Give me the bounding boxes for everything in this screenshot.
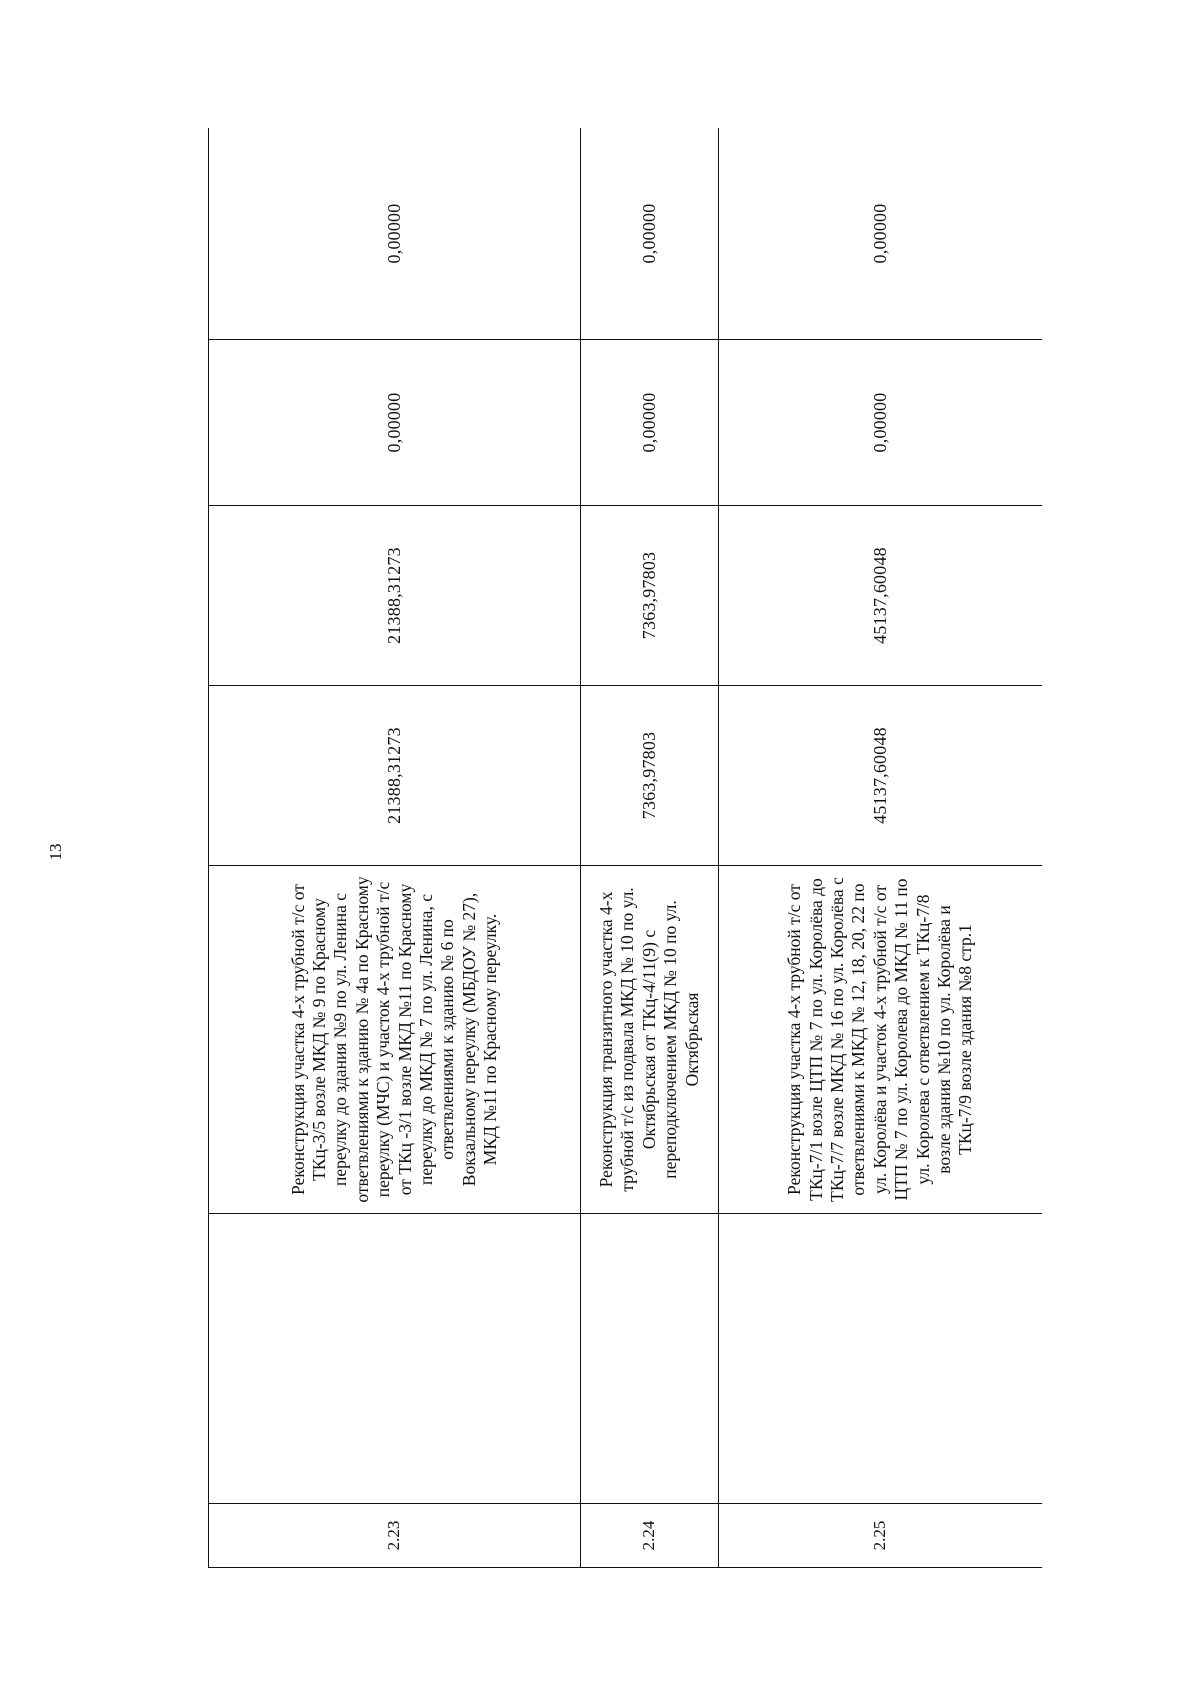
value-cell-2: 45137,60048 — [719, 506, 1043, 686]
row-number: 2.24 — [581, 1504, 719, 1568]
value-cell-3: 0,00000 — [209, 340, 581, 506]
project-description: Реконструкция участка 4-х трубной т/с от ТКц-3/5 возле МКД № 9 по Красному переулку до здания №9 по ул. Ленина с ответвлениями к зданию № 4а по Красному переулку (МЧС) и участок 4-х трубной т/с от ТКц -3/1 возле МКД №11 по Красному переулку до МКД № 7 по ул. Ленина, с ответвлениями к зданию № 6 по Вокзальному переулку (МБДОУ № 27), МКД №11 по Красному переулку. — [209, 866, 581, 1214]
value-cell-4: 0,00000 — [581, 128, 719, 340]
row-number: 2.23 — [209, 1504, 581, 1568]
value-cell-4: 0,00000 — [209, 128, 581, 340]
table-row — [581, 128, 719, 1568]
value-cell-1: 21388,31273 — [209, 686, 581, 866]
table-row — [209, 128, 581, 1568]
projects-table — [208, 128, 1042, 1568]
row-number: 2.25 — [719, 1504, 1043, 1568]
value-cell-3: 0,00000 — [719, 340, 1043, 506]
value-cell-2: 7363,97803 — [581, 506, 719, 686]
rotated-table-container — [208, 128, 1042, 1568]
project-description: Реконструкция участка 4-х трубной т/с от ТКц-7/1 возле ЦТП № 7 по ул. Королёва до ТКц-7/7 возле МКД № 16 по ул. Королёва с ответвлениями к МКД № 12, 18, 20, 22 по ул. Королёва и участок 4-х трубной т/с от ЦТП № 7 по ул. Королева до МКД № 11 по ул. Королева с ответвлением к ТКц-7/8 возле здания №10 по ул. Королёва и ТКц-7/9 возле здания №8 стр.1 — [719, 866, 1043, 1214]
table-row — [719, 128, 1043, 1568]
page-number: 13 — [46, 843, 65, 861]
empty-cell — [209, 1214, 581, 1504]
value-cell-4: 0,00000 — [719, 128, 1043, 340]
value-cell-3: 0,00000 — [581, 340, 719, 506]
value-cell-1: 7363,97803 — [581, 686, 719, 866]
value-cell-2: 21388,31273 — [209, 506, 581, 686]
project-description: Реконструкция транзитного участка 4-х трубной т/с из подвала МКД № 10 по ул. Октябрьская от ТКц-4/11(9) с переподключением МКД № 10 по ул. Октябрьская — [581, 866, 719, 1214]
table-frame — [208, 128, 1042, 1568]
value-cell-1: 45137,60048 — [719, 686, 1043, 866]
empty-cell — [719, 1214, 1043, 1504]
empty-cell — [581, 1214, 719, 1504]
